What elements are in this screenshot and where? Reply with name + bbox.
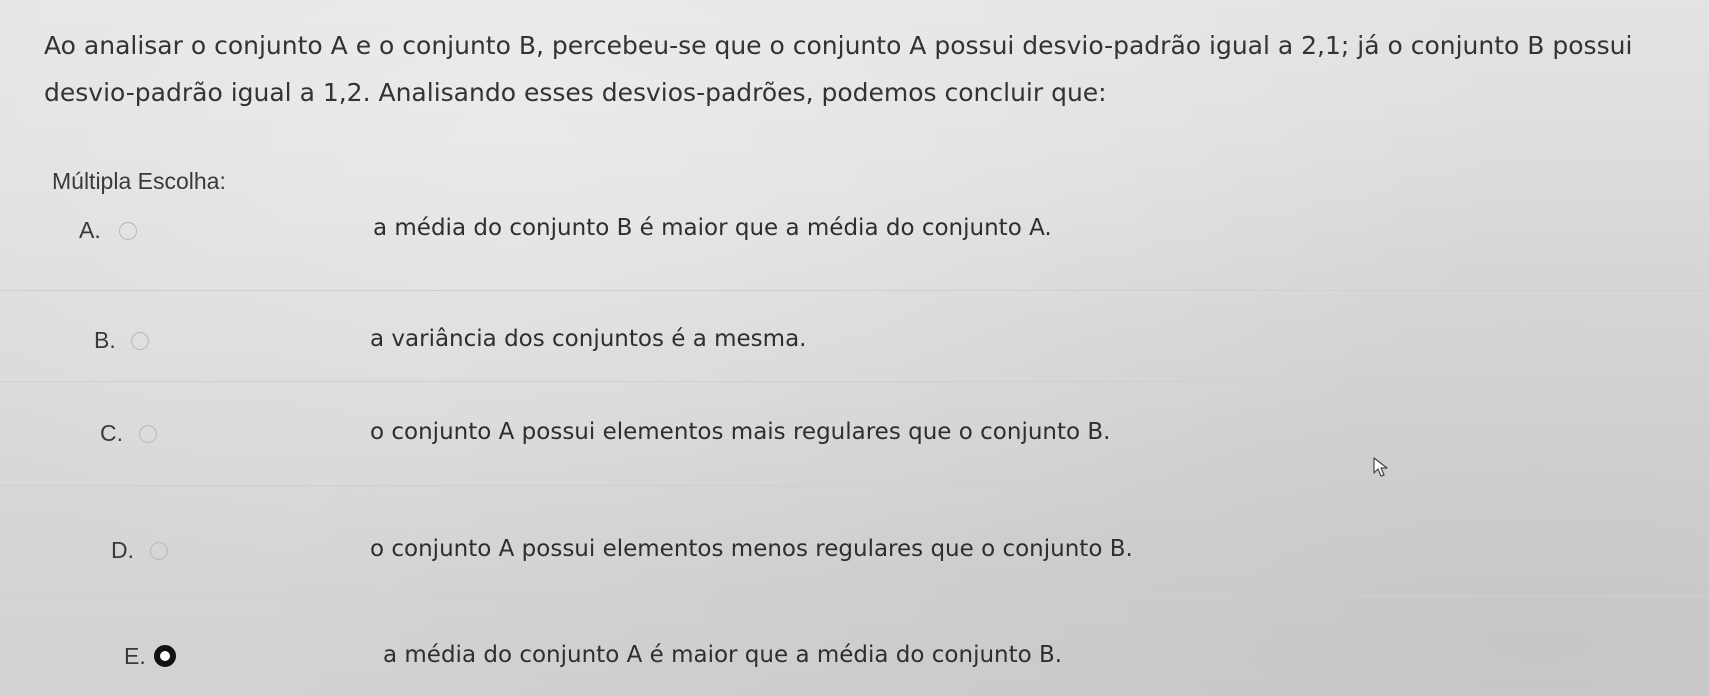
- option-a[interactable]: [0, 200, 1709, 291]
- option-c[interactable]: [0, 381, 1709, 486]
- question-line-2: desvio-padrão igual a 1,2. Analisando esses desvios-padrões, podemos concluir que:: [44, 78, 1107, 107]
- option-text: a média do conjunto A é maior que a média do conjunto B.: [383, 642, 1063, 668]
- option-b[interactable]: [0, 290, 1709, 382]
- radio-filled-icon[interactable]: [154, 645, 176, 667]
- option-letter: B.: [94, 327, 116, 353]
- option-text: a média do conjunto B é maior que a média do conjunto A.: [373, 215, 1052, 241]
- options-list: [0, 200, 1709, 696]
- option-text: o conjunto A possui elementos mais regulares que o conjunto B.: [370, 419, 1111, 445]
- option-letter: D.: [111, 537, 134, 563]
- question-line-1: Ao analisar o conjunto A e o conjunto B, percebeu-se que o conjunto A possui desvio-padrão igual a 2,1; já o conjunto B possui: [44, 31, 1633, 60]
- radio-empty-icon[interactable]: [150, 542, 168, 560]
- option-text: a variância dos conjuntos é a mesma.: [370, 326, 807, 352]
- radio-empty-icon[interactable]: [119, 222, 137, 240]
- option-letter: A.: [79, 217, 101, 243]
- multiple-choice-label: Múltipla Escolha:: [52, 168, 226, 194]
- option-letter: E.: [124, 643, 146, 669]
- question-text: [44, 22, 1684, 116]
- option-text: o conjunto A possui elementos menos regulares que o conjunto B.: [370, 536, 1133, 562]
- option-d[interactable]: [0, 485, 1709, 596]
- option-e[interactable]: [0, 595, 1709, 696]
- mouse-pointer-icon: [1373, 457, 1393, 479]
- option-letter: C.: [100, 420, 123, 446]
- radio-empty-icon[interactable]: [131, 332, 149, 350]
- radio-empty-icon[interactable]: [139, 425, 157, 443]
